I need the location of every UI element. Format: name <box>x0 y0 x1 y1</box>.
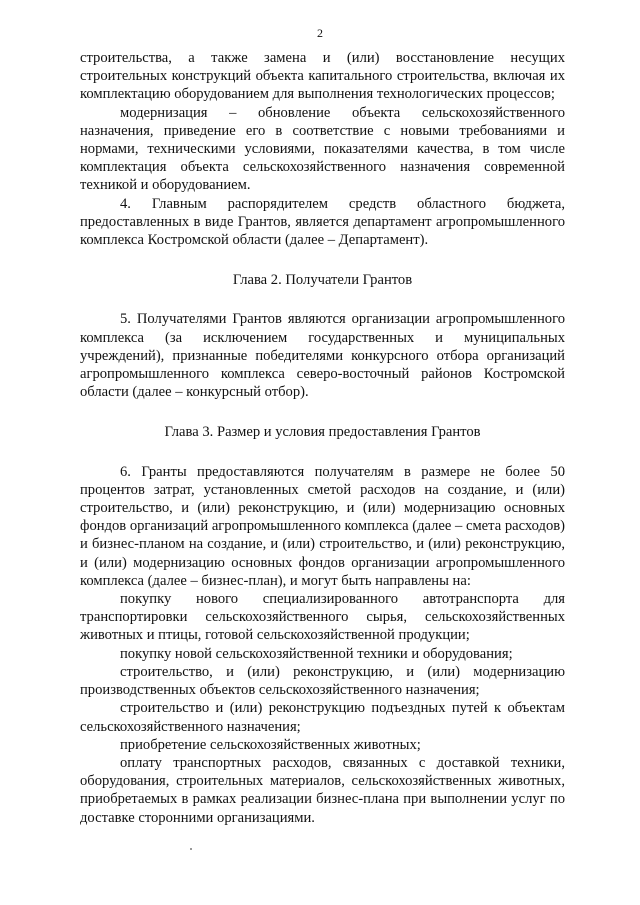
paragraph-continuation: строительства, а также замена и (или) восстановление несущих строительных конструкций объекта капитального строительства, включая их комплектацию оборудованием для выполнения технологических процессов; <box>80 50 565 103</box>
paragraph-modernization-definition: модернизация – обновление объекта сельскохозяйственного назначения, приведение его в соответствие с новыми требованиями и нормами, техническими условиями, показателями качества, в том числе комплектация объекта сельскохозяйственного назначения современной техникой и оборудованием. <box>80 104 565 194</box>
list-item-transport: покупку нового специализированного автотранспорта для транспортировки сельскохозяйственного сырья, сельскохозяйственных животных и птицы, готовой сельскохозяйственной продукции; <box>80 591 565 644</box>
chapter-3-heading: Глава 3. Размер и условия предоставления Грантов <box>164 424 481 441</box>
chapter-2-heading: Глава 2. Получатели Грантов <box>232 272 413 289</box>
scan-speck <box>190 848 192 850</box>
list-item-transport-costs: оплату транспортных расходов, связанных с доставкой техники, оборудования, строительных материалов, сельскохозяйственных животных, приобретаемых в рамках реализации бизнес-плана при выполнении услуг по доставке сторонними организациями. <box>80 754 565 826</box>
page-number: 2 <box>317 26 323 40</box>
paragraph-item-5: 5. Получателями Грантов являются организации агропромышленного комплекса (за исключением государственных и муниципальных учреждений), признанные победителями конкурсного отбора организаций агропромышленного комплекса северо-восточный районов Костромской области (далее – конкурсный отбор). <box>80 311 565 401</box>
list-item-animals: приобретение сельскохозяйственных животных; <box>120 736 421 753</box>
list-item-machinery: покупку новой сельскохозяйственной техники и оборудования; <box>120 645 513 662</box>
list-item-access-roads: строительство и (или) реконструкцию подъездных путей к объектам сельскохозяйственного назначения; <box>80 700 565 735</box>
paragraph-item-4: 4. Главным распорядителем средств областного бюджета, предоставленных в виде Грантов, является департамент агропромышленного комплекса Костромской области (далее – Департамент). <box>80 195 565 249</box>
document-body <box>80 49 565 827</box>
list-item-construction: строительство, и (или) реконструкцию, и (или) модернизацию производственных объектов сельскохозяйственного назначения; <box>80 663 565 699</box>
paragraph-item-6: 6. Гранты предоставляются получателям в размере не более 50 процентов затрат, установленных сметой расходов на создание, и (или) строительство, и (или) реконструкцию, и (или) модернизацию основных фондов организаций агропромышленного комплекса (далее – смета расходов) и бизнес-планом на создание, и (или) строительство, и (или) реконструкцию, и (или) модернизацию основных фондов организации агропромышленного комплекса (далее – бизнес-план), и могут быть направлены на: <box>80 463 565 589</box>
